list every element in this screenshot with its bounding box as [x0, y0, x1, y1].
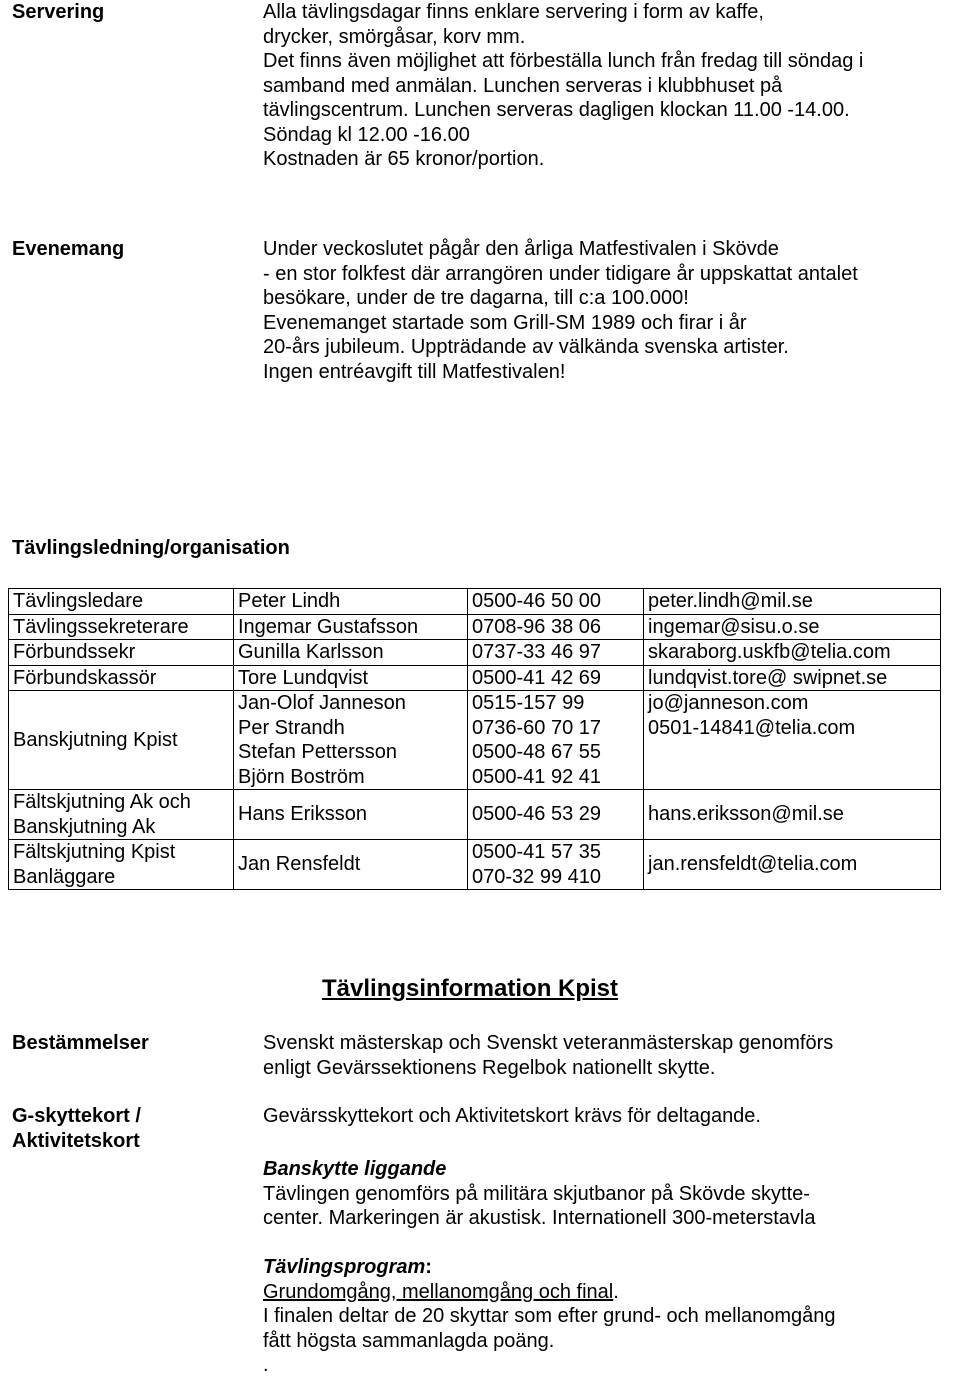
program-heading-line [263, 1255, 836, 1280]
banskytte-line: center. Markeringen är akustisk. Internationell 300-meterstavla [263, 1207, 816, 1229]
gskyttekort-label [12, 1104, 141, 1153]
banskytte-line: Tävlingen genomförs på militära skjutbanor på Skövde skytte- [263, 1182, 810, 1205]
servering-line: tävlingscentrum. Lunchen serveras dagligen klockan 11.00 -14.00. [263, 99, 850, 121]
name-cell: Peter Lindh [234, 589, 468, 615]
banskytte-section [263, 1157, 816, 1231]
role-cell: Fältskjutning Ak och Banskjutning Ak [9, 790, 234, 840]
bestammelser-line: Svenskt mästerskap och Svenskt veteranmästerskap genomförs [263, 1032, 834, 1054]
servering-line: samband med anmälan. Lunchen serveras i klubbhuset på [263, 74, 783, 97]
name-cell: Jan-Olof Janneson Per Strandh Stefan Pettersson Björn Boström [234, 691, 468, 790]
email-cell: hans.eriksson@mil.se [644, 790, 941, 840]
program-section [263, 1255, 836, 1378]
role-cell: Förbundssekr [9, 640, 234, 666]
role-cell: Fältskjutning Kpist Banläggare [9, 840, 234, 890]
gskyttekort-text [263, 1104, 761, 1129]
role-cell: Banskjutning Kpist [9, 691, 234, 790]
evenemang-line: 20-års jubileum. Uppträdande av välkända svenska artister. [263, 336, 789, 358]
phone-cell: 0515-157 99 0736-60 70 17 0500-48 67 55 0500-41 92 41 [468, 691, 644, 790]
evenemang-line: Under veckoslutet pågår den årliga Matfestivalen i Skövde [263, 238, 779, 260]
phone-cell: 0737-33 46 97 [468, 640, 644, 666]
servering-line: Söndag kl 12.00 -16.00 [263, 123, 470, 146]
phone-cell: 0500-41 42 69 [468, 665, 644, 691]
organisation-heading: Tävlingsledning/organisation [12, 537, 290, 559]
servering-line: drycker, smörgåsar, korv mm. [263, 25, 526, 48]
gskyttekort-line: Gevärsskyttekort och Aktivitetskort krävs för deltagande. [263, 1105, 761, 1127]
evenemang-text [263, 237, 858, 384]
organisation-table [8, 588, 941, 890]
program-line: fått högsta sammanlagda poäng. [263, 1329, 555, 1352]
email-cell: jan.rensfeldt@telia.com [644, 840, 941, 890]
program-heading: Tävlingsprogram [263, 1256, 426, 1278]
bestammelser-label: Bestämmelser [12, 1032, 149, 1054]
evenemang-line: - en stor folkfest där arrangören under tidigare år uppskattat antalet [263, 262, 858, 285]
evenemang-line: Evenemanget startade som Grill-SM 1989 och firar i år [263, 311, 747, 334]
evenemang-label: Evenemang [12, 238, 125, 260]
table-row [9, 840, 941, 890]
gskyttekort-label-line: G-skyttekort / [12, 1105, 141, 1127]
program-colon: : [425, 1256, 432, 1278]
info-title: Tävlingsinformation Kpist [322, 975, 619, 1002]
table-row [9, 640, 941, 666]
role-cell: Tävlingsledare [9, 589, 234, 615]
email-cell: ingemar@sisu.o.se [644, 614, 941, 640]
name-cell: Ingemar Gustafsson [234, 614, 468, 640]
bestammelser-text [263, 1031, 833, 1080]
trailing-dot: . [263, 1354, 269, 1376]
role-cell: Förbundskassör [9, 665, 234, 691]
table-row [9, 691, 941, 790]
evenemang-line: Ingen entréavgift till Matfestivalen! [263, 360, 566, 383]
name-cell: Tore Lundqvist [234, 665, 468, 691]
servering-label: Servering [12, 1, 105, 23]
email-cell: peter.lindh@mil.se [644, 589, 941, 615]
servering-line: Kostnaden är 65 kronor/portion. [263, 148, 545, 170]
program-rounds: Grundomgång, mellanomgång och final [263, 1280, 614, 1303]
role-cell: Tävlingssekreterare [9, 614, 234, 640]
servering-line: Alla tävlingsdagar finns enklare servering i form av kaffe, [263, 1, 764, 23]
name-cell: Gunilla Karlsson [234, 640, 468, 666]
evenemang-line: besökare, under de tre dagarna, till c:a 100.000! [263, 287, 689, 309]
name-cell: Jan Rensfeldt [234, 840, 468, 890]
servering-line: Det finns även möjlighet att förbeställa lunch från fredag till söndag i [263, 50, 864, 72]
table-row [9, 589, 941, 615]
email-cell: lundqvist.tore@ swipnet.se [644, 665, 941, 691]
table-row [9, 665, 941, 691]
phone-cell: 0500-46 53 29 [468, 790, 644, 840]
bestammelser-line: enligt Gevärssektionens Regelbok nationellt skytte. [263, 1056, 716, 1079]
table-row [9, 790, 941, 840]
table-row [9, 614, 941, 640]
banskytte-heading: Banskytte liggande [263, 1158, 447, 1180]
gskyttekort-label-line: Aktivitetskort [12, 1129, 140, 1152]
program-line: I finalen deltar de 20 skyttar som efter grund- och mellanomgång [263, 1305, 836, 1327]
phone-cell: 0708-96 38 06 [468, 614, 644, 640]
phone-cell: 0500-41 57 35 070-32 99 410 [468, 840, 644, 890]
servering-text [263, 0, 863, 172]
program-rounds-line [263, 1280, 836, 1305]
name-cell: Hans Eriksson [234, 790, 468, 840]
email-cell: jo@janneson.com 0501-14841@telia.com [644, 691, 941, 790]
email-cell: skaraborg.uskfb@telia.com [644, 640, 941, 666]
phone-cell: 0500-46 50 00 [468, 589, 644, 615]
program-period: . [613, 1280, 619, 1303]
